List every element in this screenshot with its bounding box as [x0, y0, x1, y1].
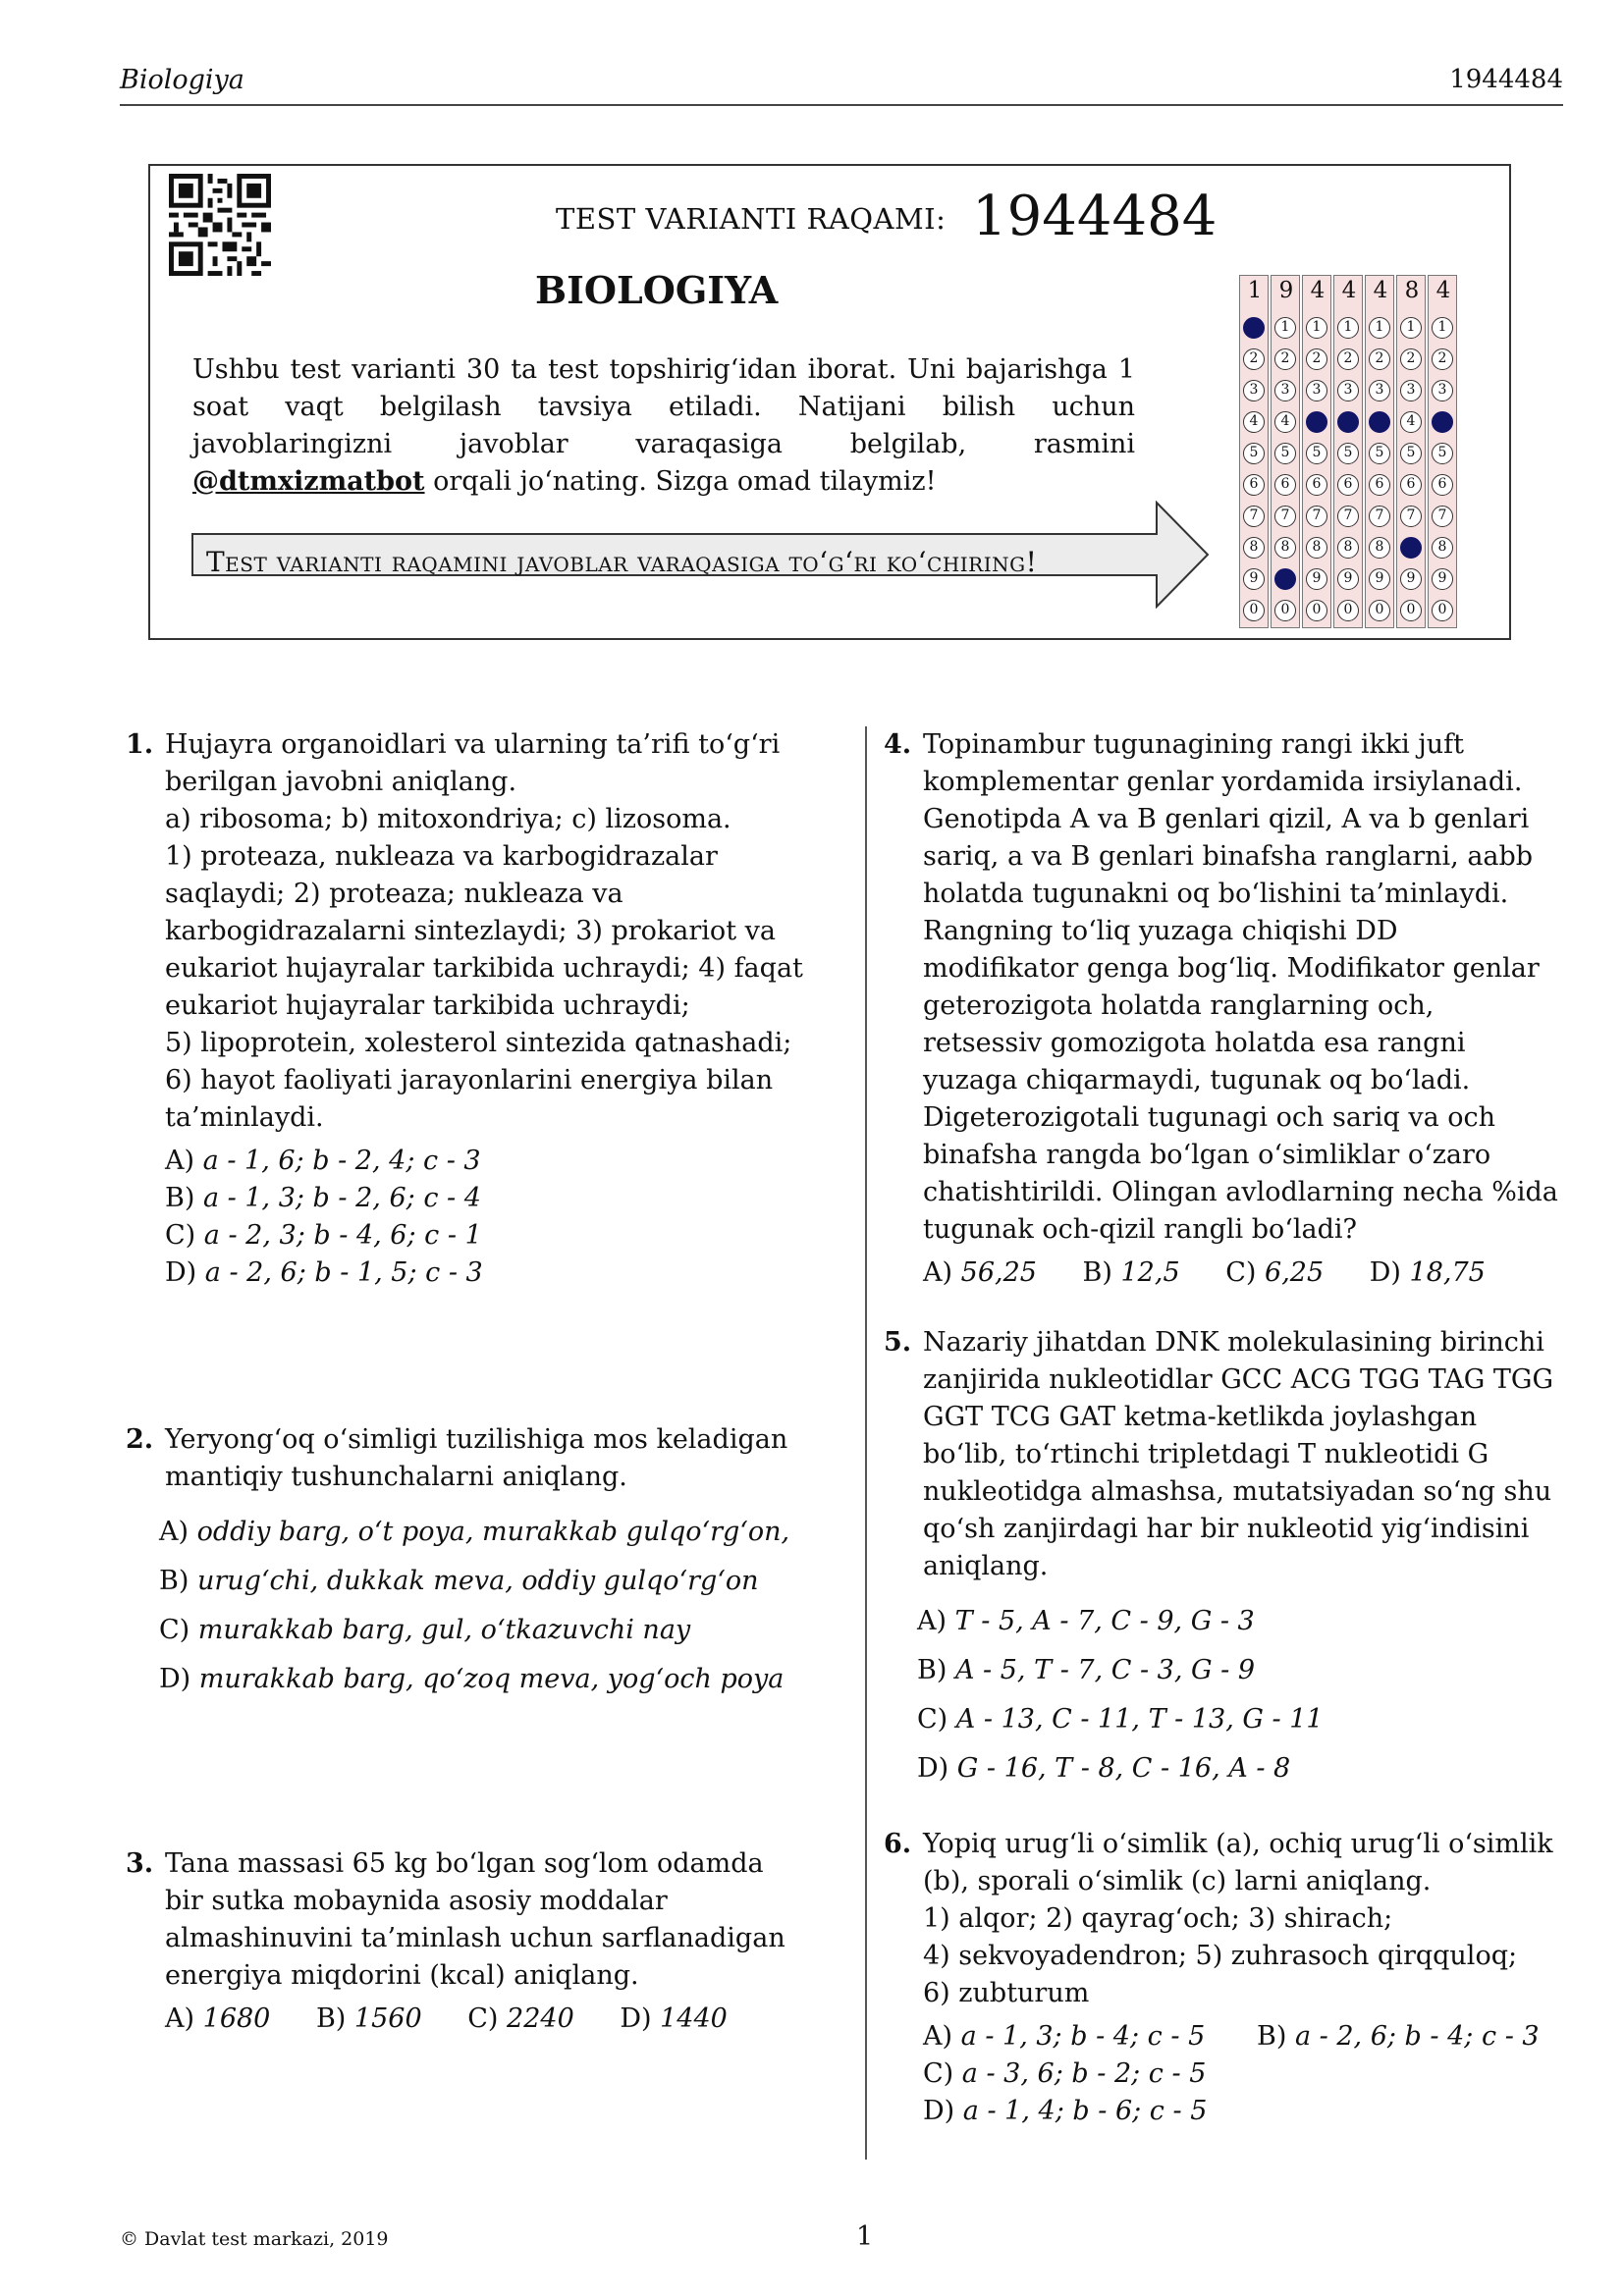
- grid-bubble[interactable]: 0: [1274, 600, 1296, 621]
- question-number: 4.: [884, 729, 912, 760]
- options-row: [165, 2001, 803, 2038]
- grid-bubble[interactable]: 4: [1274, 411, 1296, 433]
- grid-bubble[interactable]: 6: [1369, 474, 1390, 496]
- option-d[interactable]: D) 18,75: [1369, 1257, 1486, 1288]
- question-text: Tana massasi 65 kg bo‘lgan sog‘lom odamda bir sutka mobaynida asosiy moddalar almashinuvini ta’minlash uchun sarflanadigan energiya miqdorini (kcal) aniqlang.: [165, 1848, 785, 1991]
- grid-bubble[interactable]: 1: [1274, 317, 1296, 339]
- question-2: [126, 1421, 803, 1710]
- grid-bubble[interactable]: 9: [1306, 568, 1327, 590]
- grid-bubble-filled[interactable]: [1432, 411, 1453, 433]
- question-text: Yeryong‘oq o‘simligi tuzilishiga mos keladigan mantiqiy tushunchalarni aniqlang.: [165, 1424, 788, 1492]
- option-c[interactable]: C) 2240: [467, 2003, 574, 2034]
- grid-bubble[interactable]: 2: [1337, 348, 1359, 370]
- grid-column: [1365, 275, 1394, 628]
- grid-bubble-filled[interactable]: [1400, 537, 1422, 559]
- question-text: Topinambur tugunagining rangi ikki juft komplementar genlar yordamida irsiylanadi. Genotipda A va B genlari qizil, A va b genlari sariq, a va B genlari binafsha ranglarni, aabb holatda tugunakni oq bo‘lishini ta’minlaydi. Rangning to‘liq yuzaga chiqishi DD modifikator genga bog‘liq. Modifikator genlar geterozigota holatda ranglarning och, retsessiv gomozigota holatda esa rangni yuzaga chiqarmaydi, tugunak oq bo‘ladi. Digeterozigotali tugunagi och sariq va och binafsha rangda bo‘lgan o‘simliklar o‘zaro chatishtirildi. Olingan avlodlarning necha %ida tugunak och-qizil rangli bo‘ladi?: [923, 729, 1558, 1245]
- grid-bubble[interactable]: 7: [1243, 506, 1265, 527]
- grid-column: [1239, 275, 1269, 628]
- intro-text: Ushbu test varianti 30 ta test topshirig‘idan iborat. Uni bajarishga 1 soat vaqt belgilash tavsiya etiladi. Natijani bilish uchun javoblaringizni javoblar varaqasiga belgilab, rasmini @dtmxizmatbot orqali jo‘nating. Sizga omad tilaymiz!: [192, 354, 1135, 497]
- grid-bubble[interactable]: 6: [1400, 474, 1422, 496]
- question-text: 1) proteaza, nukleaza va karbogidrazalar saqlaydi; 2) proteaza; nukleaza va karbogidrazalarni sintezlaydi; 3) prokariot va eukariot hujayralar tarkibida uchraydi; 4) faqat eukariot hujayralar tarkibida uchraydi;: [165, 841, 803, 1021]
- grid-bubble[interactable]: 6: [1432, 474, 1453, 496]
- qr-code-icon: [169, 174, 271, 276]
- grid-column: [1428, 275, 1457, 628]
- bot-link[interactable]: @dtmxizmatbot: [192, 466, 425, 497]
- grid-bubble[interactable]: 0: [1337, 600, 1359, 621]
- grid-bubble[interactable]: 8: [1337, 537, 1359, 559]
- grid-bubble-filled[interactable]: [1369, 411, 1390, 433]
- option-a[interactable]: A) T - 5, A - 7, C - 9, G - 3: [917, 1606, 1255, 1636]
- header-variant-number: 1944484: [1449, 65, 1563, 94]
- column-divider: [865, 726, 867, 2160]
- grid-bubble[interactable]: 6: [1337, 474, 1359, 496]
- option-b[interactable]: B) 12,5: [1082, 1257, 1180, 1288]
- option-c[interactable]: C) A - 13, C - 11, T - 13, G - 11: [917, 1704, 1324, 1735]
- grid-bubble[interactable]: 3: [1432, 380, 1453, 401]
- option-c[interactable]: C) a - 2, 3; b - 4, 6; c - 1: [165, 1220, 482, 1251]
- grid-bubble[interactable]: 9: [1337, 568, 1359, 590]
- option-a[interactable]: A) a - 1, 6; b - 2, 4; c - 3: [165, 1146, 481, 1176]
- grid-bubble[interactable]: 9: [1369, 568, 1390, 590]
- grid-bubble[interactable]: 8: [1306, 537, 1327, 559]
- header-divider: [120, 104, 1563, 106]
- grid-bubble[interactable]: 3: [1306, 380, 1327, 401]
- question-number: 3.: [126, 1848, 154, 1879]
- grid-bubble[interactable]: 7: [1306, 506, 1327, 527]
- question-3: [126, 1845, 803, 2038]
- header-subject: Biologiya: [120, 65, 244, 95]
- option-a[interactable]: A) a - 1, 3; b - 4; c - 5: [923, 2021, 1206, 2052]
- grid-bubble[interactable]: 0: [1243, 600, 1265, 621]
- grid-bubble[interactable]: 7: [1274, 506, 1296, 527]
- question-text: a) ribosoma; b) mitoxondriya; c) lizosoma.: [165, 804, 731, 834]
- grid-column: [1271, 275, 1300, 628]
- grid-bubble-filled[interactable]: [1306, 411, 1327, 433]
- page-number: 1: [856, 2221, 874, 2252]
- grid-digit: 8: [1404, 278, 1420, 303]
- subject-title: BIOLOGIYA: [535, 268, 779, 312]
- grid-bubble[interactable]: 3: [1274, 380, 1296, 401]
- arrow-banner-text: Test varianti raqamini javoblar varaqasiga to‘g‘ri ko‘chiring!: [206, 546, 1038, 578]
- question-number: 5.: [884, 1327, 912, 1358]
- grid-bubble[interactable]: 5: [1274, 443, 1296, 464]
- question-text: Yopiq urug‘li o‘simlik (a), ochiq urug‘li o‘simlik (b), sporali o‘simlik (c) larni aniqlang.: [923, 1829, 1553, 1896]
- grid-bubble[interactable]: 2: [1274, 348, 1296, 370]
- question-text: 5) lipoprotein, xolesterol sintezida qatnashadi; 6) hayot faoliyati jarayonlarini energiya bilan ta’minlaydi.: [165, 1028, 792, 1133]
- question-text: 1) alqor; 2) qayrag‘och; 3) shirach;: [923, 1903, 1393, 1934]
- grid-bubble[interactable]: 1: [1432, 317, 1453, 339]
- grid-bubble-filled[interactable]: [1243, 317, 1265, 339]
- option-d[interactable]: D) 1440: [620, 2003, 728, 2034]
- grid-bubble[interactable]: 5: [1400, 443, 1422, 464]
- grid-digit: 4: [1310, 278, 1326, 303]
- grid-digit: 1: [1247, 278, 1263, 303]
- grid-bubble[interactable]: 3: [1337, 380, 1359, 401]
- grid-digit: 4: [1435, 278, 1451, 303]
- grid-bubble[interactable]: 7: [1432, 506, 1453, 527]
- question-number: 1.: [126, 729, 154, 760]
- grid-bubble[interactable]: 8: [1369, 537, 1390, 559]
- option-d[interactable]: D) a - 1, 4; b - 6; c - 5: [923, 2096, 1208, 2126]
- grid-bubble[interactable]: 9: [1432, 568, 1453, 590]
- question-text: Hujayra organoidlari va ularning ta’rifi to‘g‘ri berilgan javobni aniqlang.: [165, 729, 781, 797]
- grid-bubble[interactable]: 5: [1432, 443, 1453, 464]
- option-c[interactable]: C) murakkab barg, gul, o‘tkazuvchi nay: [159, 1615, 691, 1645]
- option-d[interactable]: D) a - 2, 6; b - 1, 5; c - 3: [165, 1257, 483, 1288]
- question-4: [884, 726, 1561, 1292]
- option-b[interactable]: B) urug‘chi, dukkak meva, oddiy gulqo‘rg‘on: [159, 1566, 759, 1596]
- question-number: 6.: [884, 1829, 912, 1859]
- question-text: Nazariy jihatdan DNK molekulasining birinchi zanjirida nukleotidlar GCC ACG TGG TAG TGG GGT TCG GAT ketma-ketlikda joylashgan bo‘lib, to‘rtinchi tripletdagi T nukleotidi G nukleotidga almashsa, mutatsiyadan so‘ng shu qo‘sh zanjirdagi har bir nukleotid yig‘indisini aniqlang.: [923, 1327, 1554, 1581]
- options-row: [923, 2018, 1571, 2056]
- grid-bubble[interactable]: 6: [1306, 474, 1327, 496]
- grid-bubble[interactable]: 3: [1400, 380, 1422, 401]
- grid-bubble[interactable]: 4: [1243, 411, 1265, 433]
- option-a[interactable]: A) 56,25: [923, 1257, 1037, 1288]
- option-b[interactable]: B) 1560: [315, 2003, 422, 2034]
- grid-bubble[interactable]: 0: [1432, 600, 1453, 621]
- question-1: [126, 726, 803, 1292]
- grid-bubble[interactable]: 4: [1400, 411, 1422, 433]
- grid-bubble[interactable]: 1: [1369, 317, 1390, 339]
- grid-bubble[interactable]: 0: [1369, 600, 1390, 621]
- grid-bubble[interactable]: 5: [1243, 443, 1265, 464]
- grid-bubble[interactable]: 5: [1337, 443, 1359, 464]
- grid-bubble[interactable]: 8: [1274, 537, 1296, 559]
- grid-bubble[interactable]: 7: [1369, 506, 1390, 527]
- grid-bubble[interactable]: 2: [1400, 348, 1422, 370]
- grid-digit: 4: [1341, 278, 1357, 303]
- grid-bubble[interactable]: 2: [1369, 348, 1390, 370]
- grid-bubble[interactable]: 6: [1274, 474, 1296, 496]
- grid-bubble-filled[interactable]: [1274, 568, 1296, 590]
- grid-column: [1333, 275, 1363, 628]
- option-b[interactable]: B) a - 1, 3; b - 2, 6; c - 4: [165, 1183, 481, 1213]
- grid-digit: 4: [1373, 278, 1388, 303]
- grid-bubble[interactable]: 8: [1432, 537, 1453, 559]
- grid-bubble[interactable]: 2: [1432, 348, 1453, 370]
- grid-bubble[interactable]: 2: [1243, 348, 1265, 370]
- grid-bubble[interactable]: 5: [1369, 443, 1390, 464]
- variant-label: TEST VARIANTI RAQAMI:: [556, 202, 947, 236]
- option-c[interactable]: C) a - 3, 6; b - 2; c - 5: [923, 2058, 1207, 2089]
- grid-bubble[interactable]: 1: [1337, 317, 1359, 339]
- grid-bubble[interactable]: 0: [1306, 600, 1327, 621]
- grid-bubble[interactable]: 3: [1243, 380, 1265, 401]
- option-b[interactable]: B) A - 5, T - 7, C - 3, G - 9: [917, 1655, 1256, 1685]
- question-5: [884, 1324, 1561, 1799]
- variant-number: 1944484: [972, 185, 1218, 248]
- question-text: 4) sekvoyadendron; 5) zuhrasoch qirqquloq;: [923, 1941, 1518, 1971]
- grid-bubble[interactable]: 5: [1306, 443, 1327, 464]
- grid-bubble[interactable]: 9: [1243, 568, 1265, 590]
- footer-copyright: © Davlat test markazi, 2019: [120, 2228, 389, 2250]
- option-a[interactable]: A) oddiy barg, o‘t poya, murakkab gulqo‘rg‘on,: [159, 1517, 790, 1547]
- options-row: [923, 1255, 1561, 1292]
- grid-column: [1302, 275, 1331, 628]
- grid-bubble[interactable]: 1: [1306, 317, 1327, 339]
- option-d[interactable]: D) G - 16, T - 8, C - 16, A - 8: [917, 1753, 1291, 1784]
- option-d[interactable]: D) murakkab barg, qo‘zoq meva, yog‘och poya: [159, 1664, 785, 1694]
- grid-bubble[interactable]: 3: [1369, 380, 1390, 401]
- option-b[interactable]: B) a - 2, 6; b - 4; c - 3: [1257, 2021, 1540, 2052]
- grid-bubble[interactable]: 6: [1243, 474, 1265, 496]
- option-a[interactable]: A) 1680: [165, 2003, 271, 2034]
- question-text: 6) zubturum: [923, 1978, 1090, 2008]
- question-6: [884, 1826, 1571, 2130]
- grid-bubble[interactable]: 1: [1400, 317, 1422, 339]
- grid-column: [1396, 275, 1426, 628]
- grid-bubble[interactable]: 9: [1400, 568, 1422, 590]
- grid-bubble[interactable]: 7: [1337, 506, 1359, 527]
- option-c[interactable]: C) 6,25: [1225, 1257, 1325, 1288]
- grid-bubble[interactable]: 2: [1306, 348, 1327, 370]
- grid-bubble[interactable]: 7: [1400, 506, 1422, 527]
- grid-bubble[interactable]: 8: [1243, 537, 1265, 559]
- grid-bubble[interactable]: 0: [1400, 600, 1422, 621]
- question-number: 2.: [126, 1424, 154, 1455]
- grid-bubble-filled[interactable]: [1337, 411, 1359, 433]
- grid-digit: 9: [1278, 278, 1294, 303]
